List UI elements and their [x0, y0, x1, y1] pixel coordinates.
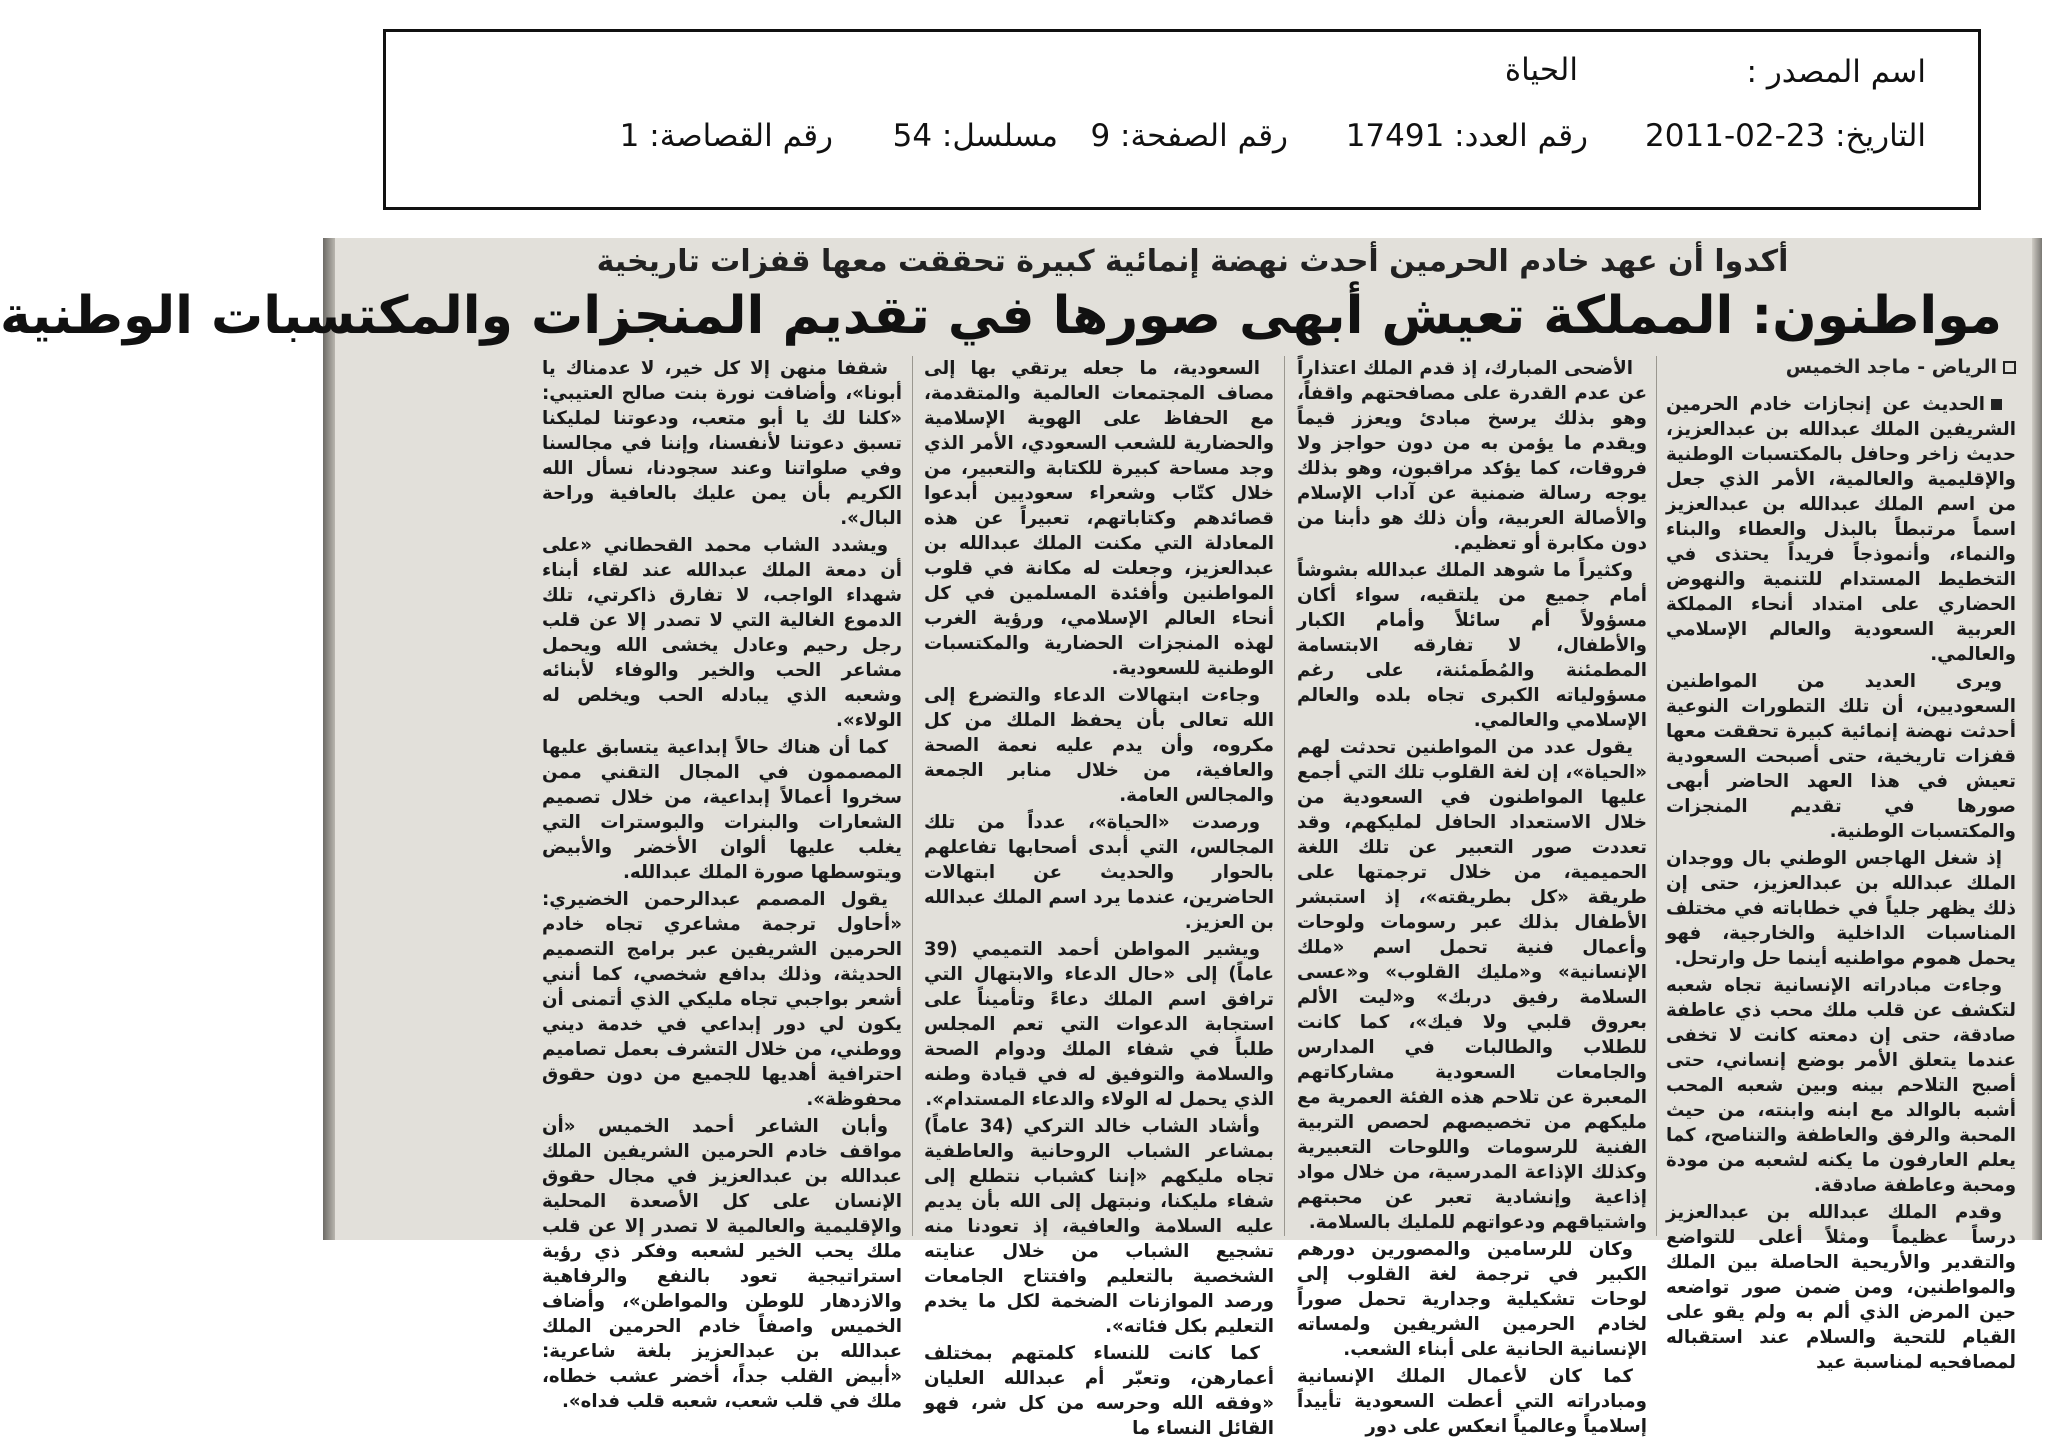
paragraph: ويشير المواطن أحمد التميمي (39 عاماً) إلى «حال الدعاء والابتهال التي ترافق اسم الملك دعاءً وتأميناً على استجابة الدعوات التي تعم المجلس طلباً في شفاء الملك ودوام الصحة والسلامة والتوفيق له في قيادة وطنه الذي يحمل له الولاء والدعاء المستدام».: [924, 939, 1274, 1110]
column-divider: [912, 356, 913, 1236]
paragraph: السعودية، ما جعله يرتقي بها إلى مصاف المجتمعات العالمية والمتقدمة، مع الحفاظ على الهوية الإسلامية والحضارية للشعب السعودي، الأمر الذي وجد مساحة كبيرة للكتابة والتعبير، من خلال كتّاب وشعراء سعوديين أبدعوا قصائدهم وكتاباتهم، تعبيراً عن هذه المعادلة التي مكنت الملك عبدالله بن عبدالعزيز، وجعلت له مكانة في قلوب المواطنين وأفئدة المسلمين في كل أنحاء العالم الإسلامي، ورؤية الغرب لهذه المنجزات الحضارية والمكتسبات الوطنية للسعودية.: [924, 358, 1274, 679]
paragraph-bullet-icon: [1991, 399, 2002, 410]
page-number: رقم الصفحة: 9: [1090, 118, 1288, 154]
clipping-left-edge: [323, 238, 335, 1240]
paragraph: كما كان لأعمال الملك الإنسانية ومبادراته التي أعطت السعودية تأييداً إسلامياً وعالمياً انعكس على دور: [1297, 1366, 1647, 1437]
byline-text: الرياض - ماجد الخميس: [1785, 356, 1997, 378]
article-column-2: [1297, 356, 1647, 1437]
paragraph: كما كانت للنساء كلمتهم بمختلف أعمارهن، وتعبّر أم عبدالله العليان «وفقه الله وحرسه من كل شر، فهو القائل النساء ما: [924, 1343, 1274, 1439]
paragraph: وقدم الملك عبدالله بن عبدالعزيز درساً عظيماً ومثلاً أعلى للتواضع والتقدير والأريحية الحاصلة بين الملك والمواطنين، ومن ضمن صور تواضعه حين المرض الذي ألم به ولم يقو على القيام للتحية والسلام عند استقباله لمصافحيه لمناسبة عيد: [1666, 1202, 2016, 1373]
paragraph: وجاءت مبادراته الإنسانية تجاه شعبه لتكشف عن قلب ملك محب ذي عاطفة صادقة، حتى إن دمعته كانت لا تخفى عندما يتعلق الأمر بوضع إنساني، حتى أصبح التلاحم بينه وبين شعبه المحب أشبه بالوالد مع ابنه وابنته، من حيث المحبة والرفق والعاطفة والتناصح، كما يعلم العارفون ما يكنه لشعبه من مودة ومحبة وعاطفة صادقة.: [1666, 975, 2016, 1196]
source-value: الحياة: [1504, 52, 1578, 88]
paragraph: شقفا منهن إلا كل خير، لا عدمناك يا أبونا»، وأضافت نورة بنت صالح العتيبي: «كلنا لك يا أبو متعب، ودعوتنا لمليكنا تسبق دعوتنا لأنفسنا، وإننا في مجالسنا وفي صلواتنا وعند سجودنا، نسأل الله الكريم بأن يمن عليك بالعافية وراحة البال».: [542, 358, 902, 529]
serial-number: مسلسل: 54: [892, 118, 1058, 154]
source-label: اسم المصدر :: [1746, 54, 1926, 90]
article-kicker: أكدوا أن عهد خادم الحرمين أحدث نهضة إنمائية كبيرة تحققت معها قفزات تاريخية: [596, 244, 1789, 279]
article-byline: [1686, 356, 2016, 390]
date-field: التاريخ: 23-02-2011: [1645, 118, 1926, 154]
column-divider: [1656, 356, 1657, 1236]
paragraph: وجاءت ابتهالات الدعاء والتضرع إلى الله تعالى بأن يحفظ الملك من كل مكروه، وأن يدم عليه نعمة الصحة والعافية، من خلال منابر الجمعة والمجالس العامة.: [924, 685, 1274, 806]
paragraph: يقول عدد من المواطنين تحدثت لهم «الحياة»، إن لغة القلوب تلك التي أجمع عليها المواطنون في السعودية من خلال الاستعداد الحافل لمليكهم، وقد تعددت صور التعبير عن تلك اللغة الحميمية، من خلال ترجمتها على طريقة «كل بطريقته»، إذ استبشر الأطفال بذلك عبر رسومات ولوحات وأعمال فنية تحمل اسم «ملك الإنسانية» و«مليك القلوب» و«عسى السلامة رفيق دربك» و«ليت الألم بعروق قلبي ولا فيك»، كما كانت للطلاب والطالبات في المدارس والجامعات السعودية مشاركاتهم المعبرة عن تلاحم هذه الفئة العمرية مع مليكهم من تخصيصهم لحصص التربية الفنية للرسومات واللوحات التعبيرية وكذلك الإذاعة المدرسية، من خلال مواد إذاعية وإنشادية تعبر عن محبتهم واشتياقهم ودعواتهم للمليك بالسلامة.: [1297, 737, 1647, 1233]
column-divider: [1284, 356, 1285, 1236]
paragraph: وأبان الشاعر أحمد الخميس «أن مواقف خادم الحرمين الشريفين الملك عبدالله بن عبدالعزيز في مجال حقوق الإنسان على كل الأصعدة المحلية والإقليمية والعالمية لا تصدر إلا عن قلب ملك يحب الخير لشعبه وفكر ذي رؤية استراتيجية تعود بالنفع والرفاهية والازدهار للوطن والمواطن»، وأضاف الخميس واصفاً خادم الحرمين الملك عبدالله بن عبدالعزيز بلغة شاعرية: «أبيض القلب جداً، أخضر عشب خطاه، ملك في قلب شعب، شعبه قلب فداه».: [542, 1116, 902, 1412]
article-column-4: [542, 356, 902, 1412]
clipping-right-edge: [2032, 238, 2042, 1240]
paragraph: يقول المصمم عبدالرحمن الخضيري: «أحاول ترجمة مشاعري تجاه خادم الحرمين الشريفين عبر برامج التصميم الحديثة، وذلك بدافع شخصي، كما أنني أشعر بواجبي تجاه مليكي الذي أتمنى أن يكون لي دور إبداعي في خدمة ديني ووطني، من خلال التشرف بعمل تصاميم احترافية أهديها للجميع من دون حقوق محفوظة».: [542, 889, 902, 1110]
clip-number: رقم القصاصة: 1: [619, 118, 833, 154]
byline-square-icon: [2003, 361, 2016, 374]
paragraph: الأضحى المبارك، إذ قدم الملك اعتذاراً عن عدم القدرة على مصافحتهم واقفاً، وهو بذلك يرسخ مبادئ ويعزز قيماً ويقدم ما يؤمن به من دون حواجز ولا فروقات، كما يؤكد مراقبون، وهو بذلك يوجه رسالة ضمنية عن آداب الإسلام والأصالة العربية، وأن ذلك هو دأبنا من دون مكابرة أو تعظيم.: [1297, 358, 1647, 554]
paragraph: ويشدد الشاب محمد القحطاني «على أن دمعة الملك عبدالله عند لقاء أبناء شهداء الواجب، لا تفارق ذاكرتي، تلك الدموع الغالية التي لا تصدر إلا عن قلب رجل رحيم وعادل يخشى الله ويحمل مشاعر الحب والخير والوفاء لأبنائه وشعبه الذي يبادله الحب ويخلص له الولاء».: [542, 535, 902, 731]
paragraph: وكثيراً ما شوهد الملك عبدالله بشوشاً أمام جميع من يلتقيه، سواء أكان مسؤولاً أم سائلاً وأمام الكبار والأطفال، لا تفارقه الابتسامة المطمئنة والمُطَمئنة، على رغم مسؤولياته الكبرى تجاه بلده والعالم الإسلامي والعالمي.: [1297, 560, 1647, 731]
issue-number: رقم العدد: 17491: [1345, 118, 1588, 154]
paragraph: ويرى العديد من المواطنين السعوديين، أن تلك التطورات النوعية أحدثت نهضة إنمائية كبيرة تحققت معها قفزات تاريخية، حتى أصبحت السعودية تعيش في هذا العهد الحاضر أبهى صورها في تقديم المنجزات والمكتسبات الوطنية.: [1666, 671, 2016, 842]
article-headline: مواطنون: المملكة تعيش أبهى صورها في تقديم المنجزات والمكتسبات الوطنية: [0, 286, 2002, 346]
paragraph: وأشاد الشاب خالد التركي (34 عاماً) بمشاعر الشباب الروحانية والعاطفية تجاه مليكهم «إننا كشباب نتطلع إلى شفاء مليكنا، ونبتهل إلى الله بأن يديم عليه السلامة والعافية، إذ تعودنا منه تشجيع الشباب من خلال عنايته الشخصية بالتعليم وافتتاح الجامعات ورصد الموازنات الضخمة لكل ما يخدم التعليم بكل فئاته».: [924, 1116, 1274, 1337]
article-column-1: [1666, 392, 2016, 1373]
paragraph: [1666, 392, 2016, 667]
paragraph: إذ شغل الهاجس الوطني بال ووجدان الملك عبدالله بن عبدالعزيز، حتى إن ذلك يظهر جلياً في خطاباته في مختلف المناسبات الداخلية والخارجية، فهو يحمل هموم مواطنيه أينما حل وارتحل.: [1666, 848, 2016, 969]
paragraph: وكان للرسامين والمصورين دورهم الكبير في ترجمة لغة القلوب إلى لوحات تشكيلية وجدارية تحمل صوراً لخادم الحرمين الشريفين ولمساته الإنسانية الحانية على أبناء الشعب.: [1297, 1239, 1647, 1360]
clipping-header-box: [383, 29, 1981, 210]
paragraph: كما أن هناك حالاً إبداعية يتسابق عليها المصممون في المجال التقني ممن سخروا أعمالاً إبداعية، من خلال تصميم الشعارات والبنرات والبوسترات التي يغلب عليها ألوان الأخضر والأبيض ويتوسطها صورة الملك عبدالله.: [542, 737, 902, 883]
paragraph: ورصدت «الحياة»، عدداً من تلك المجالس، التي أبدى أصحابها تفاعلهم بالحوار والحديث عن ابتهالات الحاضرين، عندما يرد اسم الملك عبدالله بن العزيز.: [924, 812, 1274, 933]
newspaper-clipping: [0, 238, 2042, 1439]
article-column-3: [924, 356, 1274, 1439]
paragraph-text: الحديث عن إنجازات خادم الحرمين الشريفين الملك عبدالله بن عبدالعزيز، حديث زاخر وحافل بالمكتسبات الوطنية والإقليمية والعالمية، الأمر الذي جعل من اسم الملك عبدالله بن عبدالعزيز اسماً مرتبطاً بالبذل والعطاء والبناء والنماء، وأنموذجاً فريداً يحتذى في التخطيط المستدام للتنمية والنهوض الحضاري على امتداد أنحاء المملكة العربية السعودية والعالم الإسلامي والعالمي.: [1666, 394, 2016, 665]
